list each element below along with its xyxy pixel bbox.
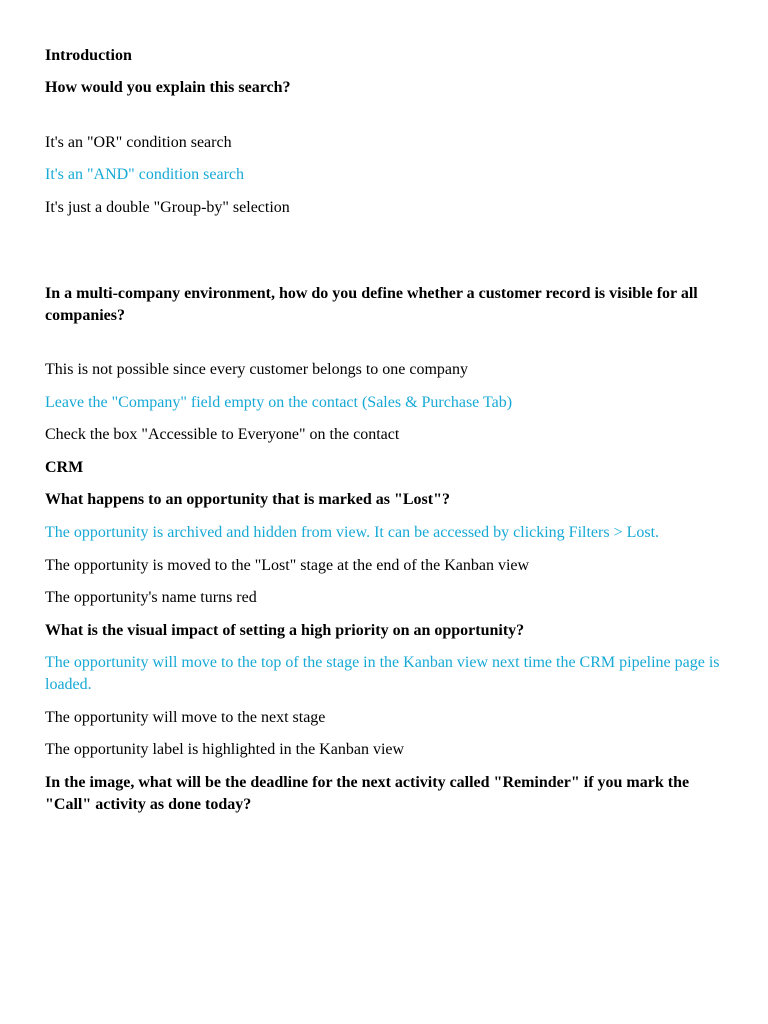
q2-answer-3: Check the box "Accessible to Everyone" on the contact — [45, 426, 400, 443]
q3-answer-2: The opportunity is moved to the "Lost" stage at the end of the Kanban view — [45, 557, 530, 574]
section-heading-crm: CRM — [45, 459, 84, 476]
q1-answer-3: It's just a double "Group-by" selection — [45, 199, 290, 216]
section-heading-introduction: Introduction — [45, 47, 132, 64]
q1-answer-2-correct: It's an "AND" condition search — [45, 166, 245, 183]
q4-answer-1-correct: The opportunity will move to the top of the stage in the Kanban view next time the CRM pipeline page is loaded. — [45, 654, 720, 693]
q3-answer-3: The opportunity's name turns red — [45, 589, 257, 606]
question-2: In a multi-company environment, how do you define whether a customer record is visible for all companies? — [45, 285, 698, 324]
q1-answer-1: It's an "OR" condition search — [45, 134, 232, 151]
question-5: In the image, what will be the deadline for the next activity called "Reminder" if you mark the "Call" activity as done today? — [45, 774, 690, 813]
question-1: How would you explain this search? — [45, 79, 291, 96]
question-3: What happens to an opportunity that is marked as "Lost"? — [45, 491, 450, 508]
q2-answer-2-correct: Leave the "Company" field empty on the contact (Sales & Purchase Tab) — [45, 394, 513, 411]
question-4: What is the visual impact of setting a high priority on an opportunity? — [45, 622, 525, 639]
q4-answer-2: The opportunity will move to the next stage — [45, 709, 326, 726]
q3-answer-1-correct: The opportunity is archived and hidden from view. It can be accessed by clicking Filters > Lost. — [45, 524, 660, 541]
q4-answer-3: The opportunity label is highlighted in the Kanban view — [45, 741, 405, 758]
q2-answer-1: This is not possible since every customer belongs to one company — [45, 361, 469, 378]
